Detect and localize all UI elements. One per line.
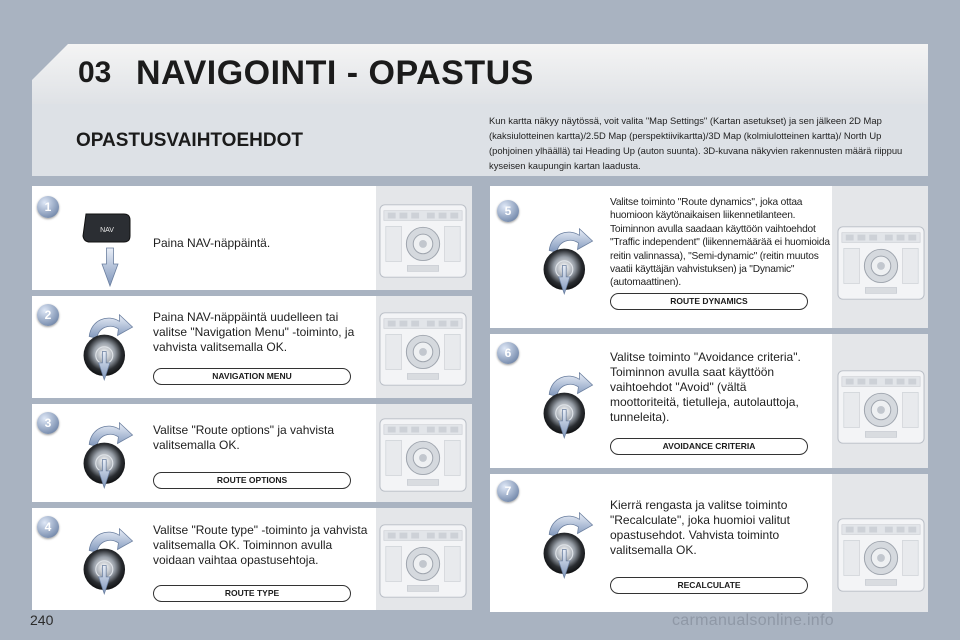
step-number-2: 2 — [37, 304, 59, 326]
step-text-1: Paina NAV-näppäintä. — [153, 236, 271, 250]
step-text-4: Valitse "Route type" -toiminto ja vahvista valitsemalla OK. Toiminnon avulla voidaan vaihtaa opastusehtoja. — [153, 523, 368, 567]
radio-panel-image — [836, 218, 926, 308]
rotary-knob-icon — [76, 414, 142, 490]
menu-label-route-options: ROUTE OPTIONS — [153, 472, 351, 489]
step-number-6: 6 — [497, 342, 519, 364]
rotary-knob-icon — [76, 520, 142, 596]
radio-panel-image — [836, 510, 926, 600]
intro-paragraph: Kun kartta näkyy näytössä, voit valita "Map Settings" (Kartan asetukset) ja sen jälkeen 2D Map (kaksiulotteinen kartta)/2.5D Map (perspektiivikartta)/3D Map (kolmiulotteinen kartta)/ North Up (pohjoinen ylhäällä) tai Heading Up (auton suunta). 3D-kuvana näkyvien rakennusten määrä riippuu kyseisen kaupungin kartan laadusta. — [489, 115, 903, 171]
chapter-number: 03 — [78, 56, 112, 89]
step-number-5: 5 — [497, 200, 519, 222]
radio-panel-image — [378, 304, 468, 394]
page-number: 240 — [30, 612, 54, 628]
rotary-knob-icon — [76, 306, 142, 382]
menu-label-navigation-menu: NAVIGATION MENU — [153, 368, 351, 385]
watermark: carmanualsonline.info — [672, 612, 834, 629]
radio-panel-image — [378, 196, 468, 286]
menu-label-avoidance-criteria: AVOIDANCE CRITERIA — [610, 438, 808, 455]
radio-panel-image — [378, 410, 468, 500]
step-text-7: Kierrä rengasta ja valitse toiminto "Recalculate", joka huomioi valitut opastusehdot. Vahvista toiminto valitsemalla OK. — [610, 498, 790, 557]
rotary-knob-icon — [536, 364, 602, 440]
step-text-5: Valitse toiminto "Route dynamics", joka ottaa huomioon käytönaikaisen liikennetilanteen. Toiminnon avulla saadaan käyttöön vaihtoehdot "Traffic independent" (liikennemäärää ei huomioida reitin valinnassa), "Semi-dynamic" (reitin muutos vaatii käyttäjän vahvistuksen) ja "Dynamic" (automaattinen). — [610, 197, 830, 289]
step-text-3: Valitse "Route options" ja vahvista valitsemalla OK. — [153, 423, 335, 452]
rotary-knob-icon — [536, 504, 602, 580]
section-title: OPASTUSVAIHTOEHDOT — [76, 130, 303, 151]
menu-label-recalculate: RECALCULATE — [610, 577, 808, 594]
step-number-3: 3 — [37, 412, 59, 434]
radio-panel-image — [378, 516, 468, 606]
radio-panel-image — [836, 362, 926, 452]
step-number-1: 1 — [37, 196, 59, 218]
menu-label-route-dynamics: ROUTE DYNAMICS — [610, 293, 808, 310]
step-number-7: 7 — [497, 480, 519, 502]
menu-label-route-type: ROUTE TYPE — [153, 585, 351, 602]
step-text-2: Paina NAV-näppäintä uudelleen tai valitse "Navigation Menu" -toiminto, ja vahvista valitsemalla OK. — [153, 310, 355, 354]
svg-text:NAV: NAV — [100, 227, 114, 234]
step-number-4: 4 — [37, 516, 59, 538]
step-text-6: Valitse toiminto "Avoidance criteria". Toiminnon avulla saat käyttöön vaihtoehdot "Avoid" (vältä moottoriteitä, tietulleja, autolauttoja, tunneleita). — [610, 350, 801, 424]
page-title: NAVIGOINTI - OPASTUS — [136, 54, 534, 92]
rotary-knob-icon — [536, 220, 602, 296]
nav-button-icon — [76, 210, 142, 288]
